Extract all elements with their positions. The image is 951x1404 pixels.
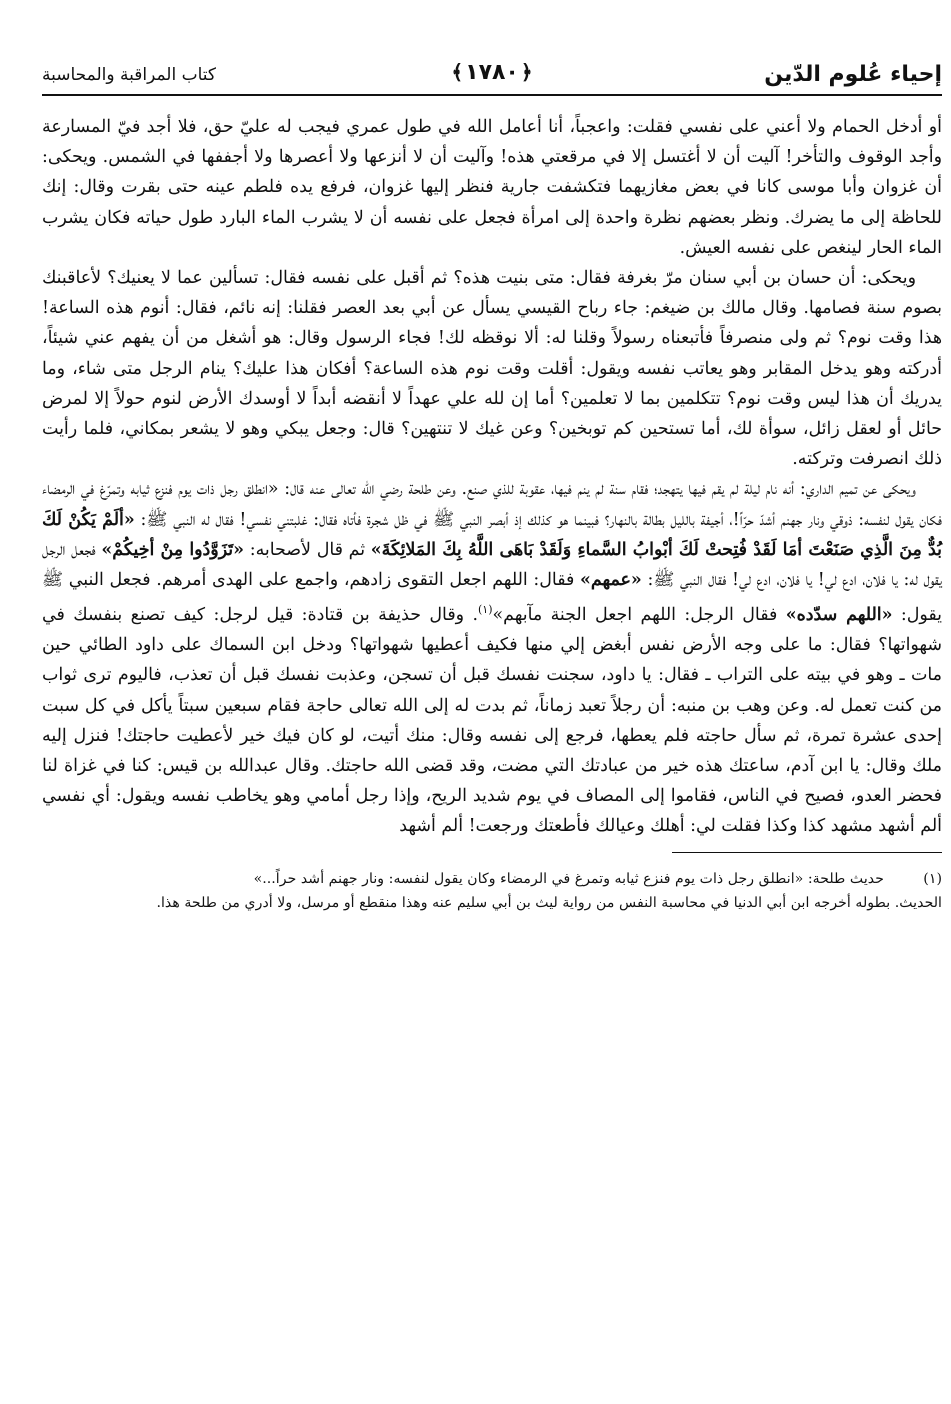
text-run: . وقال حذيفة بن قتادة: قيل لرجل: كيف تصنع بنفسك في شهواتها؟ فقال: ما على وجه الأرض نفس أبغض إلي منها فكيف أعطيها شهواتها؟ ودخل ابن السماك على داود الطائي حين مات ـ وهو في بيته على التراب ـ فقال: يا داود، سجنت نفسك قبل أن تسجن، وعذبت نفسك قبل أن تعذب، فاليوم ترى ثواب من كنت تعمل له. وعن وهب بن منبه: أن رجلاً تعبد زماناً، ثم بدت له إلى الله تعالى حاجة فقام سبعين سبتاً يأكل في كل سبت إحدى عشرة تمرة، ثم سأل حاجته فلم يعطها، فرجع إلى نفسه وقال: منك أتيت، لو كان فيك خير لأعطيت حاجتك! فنزل إليه ملك وقال: يا ابن آدم، ساعتك هذه خير من عبادتك التي مضت، وقد قضى الله حاجتك. وقال عبدالله بن قيس: كنا في غزاة لنا فحضر العدو، فصيح في الناس، فقاموا إلى المصاف في يوم شديد الريح، وإذا رجل أمامي وهو يخاطب نفسه ويقول: أي نفسي ألم أشهد مشهد كذا وكذا فقلت لي: أهلك وعيالك فأطعتك ورجعت! ألم أشهد (42, 605, 942, 837)
text-run: ويحكى عن تميم الداري: أنه نام ليلة لم يقم فيها يتهجد؛ فقام سنة لم ينم فيها، عقوبة للذي صنع. وعن طلحة رضي الله تعالى عنه قال: «انطلق رجل ذات يوم فنزع ثيابه وتمرّغ في الرمضاء فكان يقول لنفسه: ذوقي ونار جهنم أشدّ حرّاً!، أجيفة بالليل بطالة بالنهار؟ فبينما هو كذلك إذ أبصر النبي ﷺ في ظل شجرة فأتاه فقال: غلبتني نفسي! فقال له النبي ﷺ: (42, 479, 942, 530)
footnote-continuation (42, 891, 942, 915)
text-run: ثم قال لأصحابه: (244, 539, 371, 560)
hadith-quote: «اللهم سدّده» (785, 605, 893, 626)
footnote-text: حديث طلحة: «انطلق رجل ذات يوم فنزع ثيابه وتمرغ في الرمضاء وكان يقول لنفسه: ونار جهنم أشد حراً...» (253, 870, 884, 887)
ornament-bracket-icon: ﴿ (520, 60, 533, 84)
footnote-text: الحديث. بطوله أخرجه ابن أبي الدنيا في محاسبة النفس من رواية ليث بن أبي سليم عنه وهذا منقطع أو مرسل، ولا أدري من طلحة هذا. (156, 894, 942, 911)
footnote (42, 867, 942, 891)
text-run: فجعل الرجل يقول له: يا فلان، ادع لي! يا فلان، ادع لي! فقال النبي ﷺ: (42, 539, 942, 591)
paragraph: أو أدخل الحمام ولا أعني على نفسي فقلت: واعجباً، أنا أعامل الله في طول عمري فيجب له عليّ حق، فلا أجد فيّ المسارعة وأجد الوقوف والتأخر! آليت أن لا أغتسل إلا في مرقعتي هذه! وآليت أن لا أنزعها ولا أعصرها ولا أجففها في الشمس. ويحكى: أن غزوان وأبا موسى كانا في بعض مغازيهما فتكشفت جارية فنظر إليها غزوان، فرفع يده فلطم عينه حتى بقرت وقال: إنك للحاظة إلى ما يضرك. ونظر بعضهم نظرة واحدة إلى امرأة فجعل على نفسه أن لا يشرب الماء البارد طول حياته فكان يشرب الماء الحار لينغص على نفسه العيش. (42, 117, 942, 258)
page-number (449, 60, 534, 85)
text-run: فقال الرجل: اللهم اجعل الجنة مآبهم» (492, 605, 786, 626)
chapter-title: كتاب المراقبة والمحاسبة (42, 65, 217, 85)
hadith-quote: «ألَمْ يَكُنْ لَكَ بُدٌّ مِنَ الَّذِي صَنَعْتَ أمَا لَقَدْ فُتِحتْ لَكَ أبْوابُ السَّماءِ وَلَقَدْ بَاهَى اللَّهُ بِكَ المَلائِكَةَ» (42, 509, 942, 560)
paragraph: ويحكى: أن حسان بن أبي سنان مرّ بغرفة فقال: متى بنيت هذه؟ ثم أقبل على نفسه فقال: تسألين عما لا يعنيك؟ لأعاقبنك بصوم سنة فصامها. وقال مالك بن ضيغم: جاء رباح القيسي يسأل عن أبي بعد العصر فقلنا: إنه نائم، فقال: أنوم هذه الساعة! هذا وقت نوم؟ ثم ولى منصرفاً فأتبعناه رسولاً وقلنا له: ألا نوقظه لك! فجاء الرسول وقال: هو أشغل من أن يفهم عني شيئاً، أدركته وهو يدخل المقابر وهو يعاتب نفسه ويقول: أقلت وقت نوم هذه الساعة؟ أفكان هذا عليك؟ ينام الرجل متى شاء، وما يدريك أن هذا ليس وقت نوم؟ تتكلمين بما لا تعلمين؟ أما إن لله علي عهداً لا أنقضه أبداً لا أوسدك الأرض لنوم حولاً إلا لمرض حائل أو لعقل زائل، سوأة لك، أما تستحين كم توبخين؟ وعن غيك لا تنتهين؟ قال: وجعل يبكي وهو لا يشعر بمكاني، فلما رأيت ذلك انصرفت وتركته. (42, 268, 942, 470)
paragraph (42, 474, 942, 841)
page-number-value: ١٧٨٠ (465, 60, 519, 85)
footnote-divider (672, 852, 942, 853)
book-page (42, 52, 942, 915)
footnote-number: (١) (923, 870, 942, 887)
ornament-bracket-icon: ﴾ (451, 60, 464, 84)
hadith-quote: «تَزَوَّدُوا مِنْ أخِيكُمْ» (101, 539, 245, 560)
book-title: إحياء عُلوم الدّين (764, 62, 942, 87)
text-run: فقال: اللهم اجعل التقوى زادهم، واجمع على الهدى أمرهم. فجعل النبي ﷺ يقول: (42, 570, 943, 626)
hadith-quote: «عمهم» (580, 570, 642, 591)
main-text (42, 112, 942, 842)
footnote-marker: (١) (478, 603, 493, 617)
running-header (42, 52, 942, 96)
footnotes (42, 867, 942, 915)
